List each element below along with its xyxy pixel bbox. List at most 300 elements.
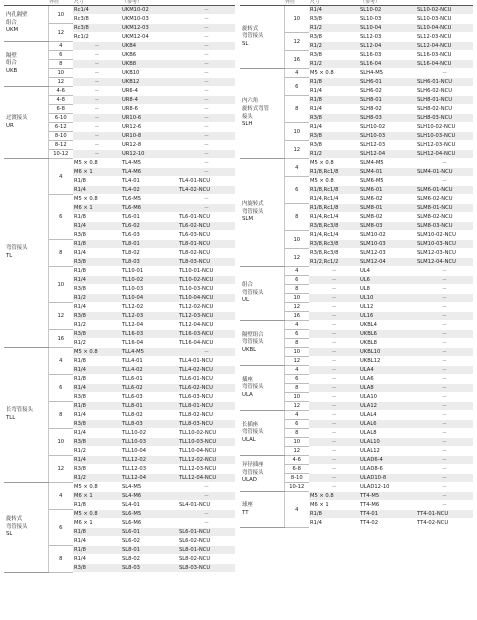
model-cell: TLL4-M5 [121, 348, 178, 357]
thread-cell: － [309, 375, 359, 384]
size-cell: 6 [284, 375, 309, 384]
size-cell: 4 [284, 492, 309, 528]
thread-cell: R3/8 [309, 15, 359, 24]
ref-model-cell: TL12-02-NCU [178, 303, 235, 312]
thread-cell: R1/2 [309, 60, 359, 69]
model-cell: SL6-02 [121, 537, 178, 546]
thread-cell: R3/8 [73, 438, 121, 447]
table-row [240, 456, 473, 465]
thread-cell: R1/4 [73, 249, 121, 258]
size-cell: 12 [284, 447, 309, 456]
thread-cell: R1/8 [73, 402, 121, 411]
model-cell: SL8-01 [121, 546, 178, 555]
left-parts-table [4, 0, 235, 573]
thread-cell: R1/8,Rc1/8 [309, 168, 359, 177]
thread-cell: － [309, 357, 359, 366]
model-cell: SL6-01 [121, 528, 178, 537]
thread-cell: － [309, 447, 359, 456]
model-cell: UKM12-04 [121, 33, 178, 42]
model-cell: SLM10-02 [359, 231, 416, 240]
size-cell: 8 [48, 546, 73, 573]
ref-model-cell: TLL6-02-NCU [178, 384, 235, 393]
ref-model-cell: TL10-02-NCU [178, 276, 235, 285]
table-row [4, 6, 235, 15]
thread-cell: R1/4 [73, 411, 121, 420]
ref-model-cell: SLM4-01-NCU [416, 168, 473, 177]
thread-cell: R1/4 [73, 222, 121, 231]
model-cell: TLL8-02 [121, 411, 178, 420]
ref-model-cell: － [178, 69, 235, 78]
header-cell-ref: （参考） [359, 0, 416, 6]
thread-cell: R3/8 [309, 114, 359, 123]
model-cell: UR10-6 [121, 114, 178, 123]
model-cell: UKM10-03 [121, 15, 178, 24]
ref-model-cell: － [178, 51, 235, 60]
ref-model-cell: TLL10-04-NCU [178, 447, 235, 456]
size-cell: 8 [284, 429, 309, 438]
size-cell: 4 [284, 411, 309, 420]
size-cell: 6-8 [48, 105, 73, 114]
thread-cell: － [73, 141, 121, 150]
model-cell: UKB8 [121, 60, 178, 69]
thread-cell: R1/2 [73, 474, 121, 483]
ref-model-cell: TLL6-03-NCU [178, 393, 235, 402]
ref-model-cell: － [178, 15, 235, 24]
model-cell: TLL6-02 [121, 384, 178, 393]
model-cell: SLM12-03 [359, 249, 416, 258]
ref-model-cell: － [178, 510, 235, 519]
model-cell: TL6-02 [121, 222, 178, 231]
thread-cell: － [309, 438, 359, 447]
thread-cell: － [73, 51, 121, 60]
table-row [240, 492, 473, 501]
size-cell: 8 [48, 240, 73, 267]
model-cell: TL4-02 [121, 186, 178, 195]
thread-cell: R3/8 [73, 330, 121, 339]
ref-model-cell: － [178, 195, 235, 204]
model-cell: SLH6-01 [359, 78, 416, 87]
size-cell: 4-6 [284, 456, 309, 465]
thread-cell: M5 × 0.8 [309, 177, 359, 186]
ref-model-cell: SL10-04-NCU [416, 24, 473, 33]
ref-model-cell: TL16-04-NCU [178, 339, 235, 348]
model-cell: SLM8-03 [359, 222, 416, 231]
model-cell: TLL12-02 [121, 456, 178, 465]
size-cell: 8 [48, 402, 73, 429]
group-label: 异径插座 弯管接头 ULAD [240, 456, 284, 492]
model-cell: SLM8-01 [359, 204, 416, 213]
ref-model-cell: TL10-04-NCU [178, 294, 235, 303]
ref-model-cell: － [416, 429, 473, 438]
size-cell: 4 [48, 159, 73, 195]
ref-model-cell: SLM8-01-NCU [416, 204, 473, 213]
model-cell: UKB6 [121, 51, 178, 60]
thread-cell: R1/4 [73, 276, 121, 285]
ref-model-cell: － [178, 492, 235, 501]
model-cell: TL8-03 [121, 258, 178, 267]
model-cell: ULAD10-8 [359, 474, 416, 483]
ref-model-cell: SLM12-03-NCU [416, 249, 473, 258]
model-cell: ULA12 [359, 402, 416, 411]
thread-cell: － [73, 123, 121, 132]
ref-model-cell: － [178, 87, 235, 96]
size-cell: 4 [284, 366, 309, 375]
model-cell: UKBL4 [359, 321, 416, 330]
thread-cell: R1/4 [73, 303, 121, 312]
thread-cell: R3/8 [73, 465, 121, 474]
ref-model-cell: TL12-04-NCU [178, 321, 235, 330]
size-cell: 12 [284, 249, 309, 267]
model-cell: SL8-03 [121, 564, 178, 573]
model-cell: SL10-02 [359, 6, 416, 15]
ref-model-cell: － [178, 96, 235, 105]
ref-model-cell: － [416, 285, 473, 294]
thread-cell: M6 × 1 [73, 204, 121, 213]
model-cell: TLL10-04 [121, 447, 178, 456]
model-cell: TL6-01 [121, 213, 178, 222]
model-cell: SL6-M6 [121, 519, 178, 528]
thread-cell: － [309, 366, 359, 375]
thread-cell: R3/8,Rc3/8 [309, 240, 359, 249]
ref-model-cell: － [416, 348, 473, 357]
thread-cell: M5 × 0.8 [73, 483, 121, 492]
header-cell-size: 外径 [48, 0, 73, 6]
model-cell: UKB12 [121, 78, 178, 87]
thread-cell: R1/4 [309, 105, 359, 114]
thread-cell: R3/8 [73, 564, 121, 573]
model-cell: SL12-03 [359, 33, 416, 42]
thread-cell: R3/8 [73, 420, 121, 429]
size-cell: 12 [284, 141, 309, 159]
ref-model-cell: － [178, 123, 235, 132]
thread-cell: R1/2 [309, 150, 359, 159]
thread-cell: － [73, 78, 121, 87]
model-cell: SL8-02 [121, 555, 178, 564]
thread-cell: R3/8,Rc3/8 [309, 222, 359, 231]
thread-cell: － [309, 276, 359, 285]
size-cell: 4 [48, 348, 73, 375]
thread-cell: － [309, 429, 359, 438]
model-cell: UR12-6 [121, 123, 178, 132]
thread-cell: M5 × 0.8 [73, 159, 121, 168]
model-cell: SLH10-02 [359, 123, 416, 132]
model-cell: TL4-01 [121, 177, 178, 186]
ref-model-cell: － [416, 447, 473, 456]
ref-model-cell: － [178, 348, 235, 357]
thread-cell: R1/4 [309, 87, 359, 96]
model-cell: UL16 [359, 312, 416, 321]
ref-model-cell: － [416, 420, 473, 429]
model-cell: TLL10-02 [121, 429, 178, 438]
model-cell: TL6-03 [121, 231, 178, 240]
header-cell-ref: （参考） [121, 0, 178, 6]
ref-model-cell: TLL4-01-NCU [178, 357, 235, 366]
ref-model-cell: － [178, 33, 235, 42]
model-cell: ULA10 [359, 393, 416, 402]
model-cell: SL12-04 [359, 42, 416, 51]
thread-cell: R1/2 [73, 339, 121, 348]
thread-cell: M5 × 0.8 [73, 510, 121, 519]
ref-model-cell: SL8-03-NCU [178, 564, 235, 573]
ref-model-cell: － [416, 465, 473, 474]
model-cell: TL10-04 [121, 294, 178, 303]
size-cell: 6 [284, 177, 309, 204]
ref-model-cell: － [178, 150, 235, 159]
thread-cell: Rc1/2 [73, 33, 121, 42]
thread-cell: R1/4 [73, 537, 121, 546]
ref-model-cell: TLL12-03-NCU [178, 465, 235, 474]
group-label: 旋转式 弯管接头 SL [4, 483, 48, 573]
ref-model-cell: － [416, 177, 473, 186]
ref-model-cell: TL4-01-NCU [178, 177, 235, 186]
header-cell-thread: 尺寸 [73, 0, 121, 6]
size-cell: 10 [48, 6, 73, 24]
model-cell: ULA8 [359, 384, 416, 393]
thread-cell: － [309, 339, 359, 348]
thread-cell: R3/8 [309, 141, 359, 150]
thread-cell: R3/8 [73, 258, 121, 267]
ref-model-cell: － [416, 492, 473, 501]
thread-cell: R1/8 [73, 375, 121, 384]
table-row [240, 69, 473, 78]
model-cell: ULAL8 [359, 429, 416, 438]
thread-cell: － [73, 150, 121, 159]
model-cell: TLL10-03 [121, 438, 178, 447]
right-table-column [240, 0, 473, 528]
model-cell: TL16-04 [121, 339, 178, 348]
thread-cell: － [309, 330, 359, 339]
ref-model-cell: SL8-02-NCU [178, 555, 235, 564]
ref-model-cell: SLM10-03-NCU [416, 240, 473, 249]
ref-model-cell: － [178, 141, 235, 150]
group-label: 长弯管接头 TLL [4, 348, 48, 483]
size-cell: 8 [284, 384, 309, 393]
size-cell: 4 [284, 159, 309, 177]
ref-model-cell: － [178, 105, 235, 114]
thread-cell: M5 × 0.8 [73, 348, 121, 357]
size-cell: 6-10 [48, 114, 73, 123]
size-cell: 4 [284, 267, 309, 276]
ref-model-cell: － [416, 411, 473, 420]
model-cell: SLH12-04 [359, 150, 416, 159]
ref-model-cell: TLL8-02-NCU [178, 411, 235, 420]
ref-model-cell: － [178, 483, 235, 492]
thread-cell: R1/8 [73, 213, 121, 222]
size-cell: 16 [284, 312, 309, 321]
thread-cell: － [309, 420, 359, 429]
thread-cell: R1/8 [73, 501, 121, 510]
model-cell: ULAL12 [359, 447, 416, 456]
model-cell: TT4-M6 [359, 501, 416, 510]
thread-cell: R3/8 [73, 285, 121, 294]
size-cell: 6 [48, 510, 73, 546]
ref-model-cell: TL8-02-NCU [178, 249, 235, 258]
model-cell: TLL12-04 [121, 474, 178, 483]
model-cell: TLL6-03 [121, 393, 178, 402]
thread-cell: R1/2 [73, 447, 121, 456]
ref-model-cell: SLH12-03-NCU [416, 141, 473, 150]
thread-cell: R1/8 [309, 510, 359, 519]
table-row [4, 483, 235, 492]
ref-model-cell: TL12-03-NCU [178, 312, 235, 321]
model-cell: TL10-02 [121, 276, 178, 285]
ref-model-cell: － [416, 339, 473, 348]
group-label: 长插座 弯管接头 ULAL [240, 411, 284, 456]
size-cell: 6 [284, 420, 309, 429]
ref-model-cell: SLH10-02-NCU [416, 123, 473, 132]
model-cell: TL4-M6 [121, 168, 178, 177]
table-row [240, 6, 473, 15]
model-cell: TL4-M5 [121, 159, 178, 168]
size-cell: 8 [284, 96, 309, 123]
size-cell: 10 [284, 438, 309, 447]
thread-cell: R1/2 [309, 24, 359, 33]
thread-cell: － [309, 393, 359, 402]
thread-cell: R3/8 [309, 51, 359, 60]
model-cell: UL10 [359, 294, 416, 303]
ref-model-cell: － [416, 456, 473, 465]
ref-model-cell: － [178, 519, 235, 528]
ref-model-cell: － [416, 384, 473, 393]
table-row [4, 87, 235, 96]
thread-cell: － [73, 132, 121, 141]
model-cell: UKBL6 [359, 330, 416, 339]
size-cell: 12 [284, 402, 309, 411]
model-cell: SLM6-M5 [359, 177, 416, 186]
thread-cell: R3/8 [73, 393, 121, 402]
model-cell: TLL8-01 [121, 402, 178, 411]
ref-model-cell: TLL12-02-NCU [178, 456, 235, 465]
ref-model-cell: － [416, 321, 473, 330]
ref-model-cell: － [178, 42, 235, 51]
size-cell: 10 [48, 429, 73, 456]
table-row [240, 267, 473, 276]
thread-cell: R1/4 [73, 429, 121, 438]
thread-cell: R1/8 [309, 78, 359, 87]
ref-model-cell: SL4-01-NCU [178, 501, 235, 510]
thread-cell: － [309, 411, 359, 420]
table-row [240, 411, 473, 420]
ref-model-cell: TLL8-03-NCU [178, 420, 235, 429]
thread-cell: － [309, 456, 359, 465]
size-cell: 12 [284, 303, 309, 312]
ref-model-cell: － [416, 366, 473, 375]
model-cell: UL6 [359, 276, 416, 285]
size-cell: 16 [48, 330, 73, 348]
ref-model-cell: － [416, 438, 473, 447]
model-cell: ULA6 [359, 375, 416, 384]
ref-model-cell: － [416, 69, 473, 78]
model-cell: TT4-M5 [359, 492, 416, 501]
size-cell: 6-8 [284, 465, 309, 474]
thread-cell: R1/4,Rc1/4 [309, 213, 359, 222]
model-cell: ULAL10 [359, 438, 416, 447]
model-cell: SLM8-02 [359, 213, 416, 222]
ref-model-cell: SLH12-04-NCU [416, 150, 473, 159]
ref-model-cell: － [416, 501, 473, 510]
size-cell: 4 [48, 483, 73, 510]
model-cell: ULAL4 [359, 411, 416, 420]
model-cell: TLL12-03 [121, 465, 178, 474]
ref-model-cell: － [178, 132, 235, 141]
thread-cell: M6 × 1 [73, 519, 121, 528]
thread-cell: R1/8 [73, 357, 121, 366]
ref-model-cell: SL10-03-NCU [416, 15, 473, 24]
model-cell: UR6-4 [121, 87, 178, 96]
thread-cell: － [73, 60, 121, 69]
table-row [4, 42, 235, 51]
size-cell: 8 [284, 285, 309, 294]
model-cell: TLL4-02 [121, 366, 178, 375]
size-cell: 6 [284, 330, 309, 339]
thread-cell: R1/4,Rc1/4 [309, 195, 359, 204]
ref-model-cell: － [178, 78, 235, 87]
thread-cell: R1/4 [73, 456, 121, 465]
model-cell: TT4-01 [359, 510, 416, 519]
model-cell: TLL4-01 [121, 357, 178, 366]
group-label: 内孔隔壁 组合 UKM [4, 6, 48, 42]
model-cell: TLL6-01 [121, 375, 178, 384]
ref-model-cell: TL10-03-NCU [178, 285, 235, 294]
size-cell: 8 [284, 204, 309, 231]
model-cell: SL6-M5 [121, 510, 178, 519]
size-cell: 6 [48, 51, 73, 60]
ref-model-cell: TLL4-02-NCU [178, 366, 235, 375]
ref-model-cell: TL6-01-NCU [178, 213, 235, 222]
thread-cell: R1/4 [73, 186, 121, 195]
ref-model-cell: － [178, 204, 235, 213]
model-cell: SL16-04 [359, 60, 416, 69]
size-cell: 4-8 [48, 96, 73, 105]
ref-model-cell: TLL10-02-NCU [178, 429, 235, 438]
size-cell: 10 [284, 294, 309, 303]
model-cell: UKBL8 [359, 339, 416, 348]
model-cell: SL16-03 [359, 51, 416, 60]
group-label: 球座 TT [240, 492, 284, 528]
ref-model-cell: TL8-03-NCU [178, 258, 235, 267]
thread-cell: － [309, 384, 359, 393]
ref-model-cell: － [416, 357, 473, 366]
ref-model-cell: － [416, 402, 473, 411]
table-row [240, 366, 473, 375]
thread-cell: M5 × 0.8 [309, 69, 359, 78]
size-cell: 12 [48, 24, 73, 42]
size-cell: 4 [48, 42, 73, 51]
thread-cell: M5 × 0.8 [309, 159, 359, 168]
thread-cell: － [73, 42, 121, 51]
thread-cell: － [309, 312, 359, 321]
ref-model-cell: SL16-04-NCU [416, 60, 473, 69]
ref-model-cell: SL10-02-NCU [416, 6, 473, 15]
thread-cell: R1/2,Rc1/2 [309, 258, 359, 267]
ref-model-cell: SL12-04-NCU [416, 42, 473, 51]
thread-cell: R3/8 [73, 312, 121, 321]
model-cell: TLL8-03 [121, 420, 178, 429]
model-cell: UR12-8 [121, 141, 178, 150]
model-cell: TL12-04 [121, 321, 178, 330]
ref-model-cell: － [416, 303, 473, 312]
model-cell: TL10-03 [121, 285, 178, 294]
thread-cell: － [309, 483, 359, 492]
ref-model-cell: － [178, 159, 235, 168]
ref-model-cell: SLM12-04-NCU [416, 258, 473, 267]
size-cell: 10 [48, 267, 73, 303]
ref-model-cell: TT4-01-NCU [416, 510, 473, 519]
size-cell: 10-12 [48, 150, 73, 159]
model-cell: UKB10 [121, 69, 178, 78]
size-cell: 10 [48, 69, 73, 78]
group-label: 隔壁组合 弯管接头 UKBL [240, 321, 284, 366]
